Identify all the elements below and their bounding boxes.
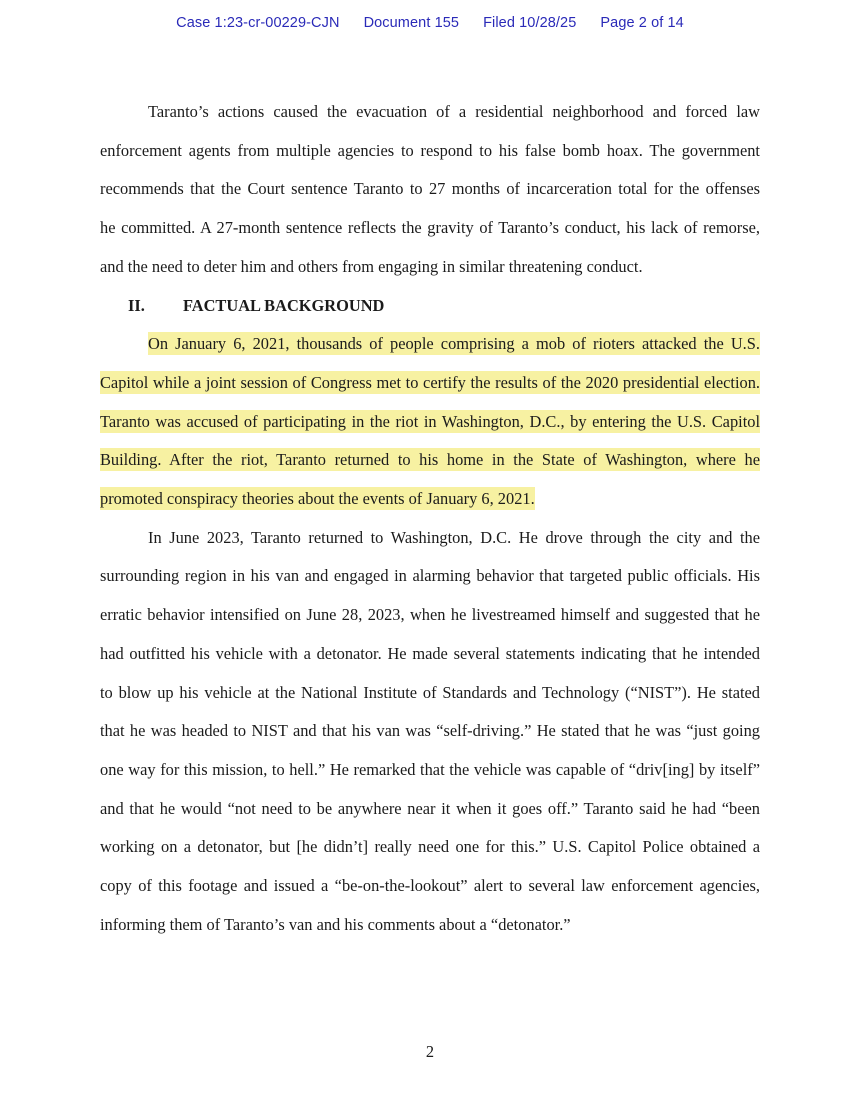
doc-line: [100, 403, 760, 442]
line-text: he committed. A 27-month sentence reflects the gravity of Taranto’s conduct, his lack of remorse,: [100, 218, 760, 238]
line-text: Taranto’s actions caused the evacuation of a residential neighborhood and forced law: [148, 102, 760, 121]
line-text: and that he would “not need to be anywhere near it when it goes off.” Taranto said he had “been: [100, 798, 760, 818]
doc-line: [100, 480, 760, 519]
doc-line: [100, 557, 760, 596]
doc-line: [100, 170, 760, 209]
line-text: surrounding region in his van and engaged in alarming behavior that targeted public officials. His: [100, 566, 760, 586]
doc-line: [100, 519, 760, 558]
doc-line: [100, 906, 760, 945]
line-text: to blow up his vehicle at the National Institute of Standards and Technology (“NIST”). He stated: [100, 682, 760, 702]
doc-line: [100, 790, 760, 829]
line-text: enforcement agents from multiple agencies to respond to his false bomb hoax. The government: [100, 140, 760, 160]
doc-line: [100, 751, 760, 790]
line-text: erratic behavior intensified on June 28, 2023, when he livestreamed himself and suggested that he: [100, 605, 760, 625]
page-number: 2: [425, 1042, 435, 1061]
doc-line: [100, 325, 760, 364]
doc-line: [100, 674, 760, 713]
doc-line: [100, 209, 760, 248]
case-number: Case 1:23-cr-00229-CJN: [176, 15, 340, 31]
filed-date: Filed 10/28/25: [483, 15, 577, 31]
doc-line: [100, 712, 760, 751]
highlighted-text: On January 6, 2021, thousands of people comprising a mob of rioters attacked the U.S.: [148, 334, 760, 354]
section-number: II.: [128, 295, 145, 315]
highlighted-text: Building. After the riot, Taranto returned to his home in the State of Washington, where he: [100, 450, 760, 470]
section-title: FACTUAL BACKGROUND: [182, 295, 385, 315]
line-text: working on a detonator, but [he didn’t] really need one for this.” U.S. Capitol Police obtained a: [100, 837, 760, 857]
doc-line: [100, 635, 760, 674]
paragraph-highlighted: [100, 325, 760, 519]
paragraph-intro: [100, 93, 760, 287]
line-text: that he was headed to NIST and that his van was “self-driving.” He stated that he was “just going: [100, 721, 760, 741]
line-text: recommends that the Court sentence Taranto to 27 months of incarceration total for the offenses: [100, 179, 760, 199]
line-text: and the need to deter him and others from engaging in similar threatening conduct.: [100, 256, 643, 276]
doc-line: [100, 248, 760, 287]
line-text: informing them of Taranto’s van and his comments about a “detonator.”: [100, 914, 571, 934]
doc-line: [100, 867, 760, 906]
line-text: copy of this footage and issued a “be-on-the-lookout” alert to several law enforcement agencies,: [100, 876, 760, 896]
doc-line: [100, 93, 760, 132]
line-text: had outfitted his vehicle with a detonator. He made several statements indicating that he intended: [100, 643, 760, 663]
document-number: Document 155: [363, 15, 460, 31]
page-of-label: Page 2 of 14: [600, 15, 684, 31]
paragraph-june-2023: [100, 519, 760, 945]
doc-line: [100, 828, 760, 867]
doc-line: [100, 132, 760, 171]
document-body: [100, 93, 760, 944]
highlighted-text: Capitol while a joint session of Congress met to certify the results of the 2020 presidential election.: [100, 372, 760, 392]
highlighted-text: Taranto was accused of participating in the riot in Washington, D.C., by entering the U.S. Capitol: [100, 411, 760, 431]
highlighted-text: promoted conspiracy theories about the events of January 6, 2021.: [100, 489, 535, 509]
doc-line: [100, 596, 760, 635]
case-stamp-header: [0, 15, 860, 31]
line-text: one way for this mission, to hell.” He remarked that the vehicle was capable of “driv[ing] by itself”: [100, 759, 760, 779]
doc-line: [100, 441, 760, 480]
line-text: In June 2023, Taranto returned to Washington, D.C. He drove through the city and the: [148, 527, 760, 547]
section-heading: [100, 287, 760, 326]
doc-line: [100, 364, 760, 403]
